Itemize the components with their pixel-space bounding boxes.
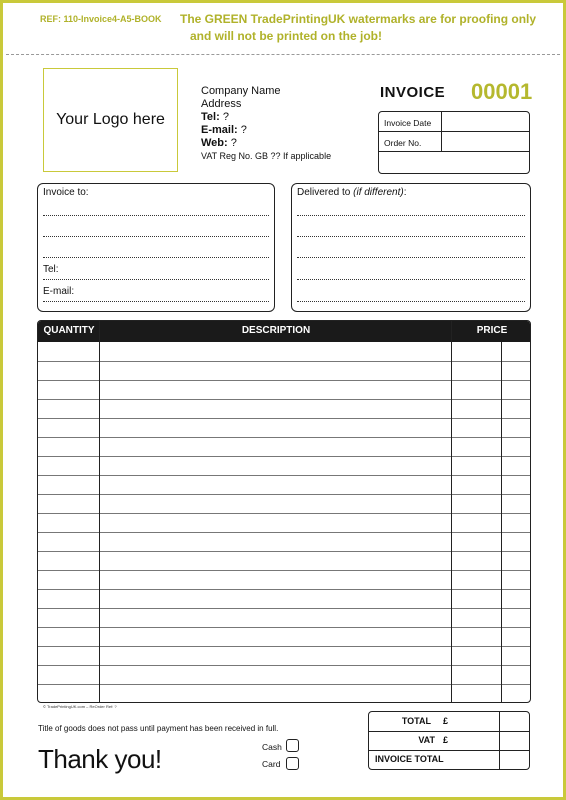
total-currency: £ — [443, 716, 449, 726]
table-row — [38, 532, 531, 533]
company-name: Company Name — [201, 85, 281, 97]
invoice-total-row[interactable] — [369, 750, 529, 769]
ref-code: REF: 110-Invoice4-A5-BOOK — [40, 14, 162, 24]
table-row — [38, 608, 531, 609]
invoice-date-row[interactable] — [379, 112, 529, 132]
table-row — [38, 437, 531, 438]
order-no-label: Order No. — [384, 138, 422, 148]
table-row — [38, 418, 531, 419]
email-label: E-mail: — [201, 124, 238, 136]
company-address: Address — [201, 98, 242, 110]
web-label: Web: — [201, 137, 228, 149]
invoice-date-label: Invoice Date — [384, 118, 432, 128]
col-quantity-header: QUANTITY — [43, 325, 95, 336]
table-row — [38, 494, 531, 495]
vat-row[interactable] — [369, 731, 529, 750]
table-row — [38, 665, 531, 666]
table-row — [38, 456, 531, 457]
total-label: TOTAL — [401, 716, 431, 726]
table-row — [38, 361, 531, 362]
table-row — [38, 627, 531, 628]
tel-value: ? — [222, 111, 229, 123]
invoice-to-email-label: E-mail: — [43, 286, 75, 297]
total-row[interactable] — [369, 712, 529, 731]
company-details — [201, 85, 331, 163]
order-no-row[interactable] — [379, 132, 529, 152]
vat-reg: VAT Reg No. GB ?? If applicable — [201, 151, 332, 161]
logo-placeholder — [43, 68, 178, 172]
invoice-number: 00001 — [471, 79, 533, 104]
vat-currency: £ — [443, 735, 449, 745]
col-description-header: DESCRIPTION — [241, 325, 311, 336]
watermark-notice-line1: The GREEN TradePrintingUK watermarks are for proofing only — [180, 12, 537, 26]
invoice-to-tel-label: Tel: — [43, 264, 59, 275]
table-header — [38, 321, 531, 342]
email-value: ? — [240, 124, 247, 136]
cash-checkbox[interactable] — [286, 739, 299, 752]
web-value: ? — [230, 137, 237, 149]
invoice-title: INVOICE — [380, 84, 446, 101]
invoice-meta-box — [378, 111, 530, 174]
invoice-total-label: INVOICE TOTAL — [375, 754, 444, 764]
totals-box — [368, 711, 530, 770]
table-row — [38, 684, 531, 685]
card-label: Card — [262, 759, 281, 769]
terms-text: Title of goods does not pass until payment has been received in full. — [38, 724, 279, 733]
table-row — [38, 399, 531, 400]
card-checkbox[interactable] — [286, 757, 299, 770]
table-row — [38, 475, 531, 476]
tel-label: Tel: — [201, 111, 220, 123]
cash-label: Cash — [262, 742, 282, 752]
perforation-line — [6, 54, 560, 55]
line-items-table — [37, 320, 531, 703]
watermark-notice-line2: and will not be printed on the job! — [190, 29, 382, 43]
logo-placeholder-text: Your Logo here — [56, 111, 165, 128]
reorder-small-print: © TradePrintingUK.com – ReOrder Ref: ? — [43, 704, 117, 709]
delivered-to-box[interactable] — [291, 183, 531, 312]
proof-banner — [0, 0, 566, 52]
table-row — [38, 589, 531, 590]
table-row — [38, 551, 531, 552]
table-row — [38, 646, 531, 647]
invoice-to-title: Invoice to: — [43, 187, 89, 198]
invoice-to-box[interactable] — [37, 183, 275, 312]
vat-label: VAT — [418, 735, 435, 745]
thank-you-text: Thank you! — [38, 744, 162, 774]
delivered-to-title: Delivered to (if different): — [297, 187, 407, 198]
table-row — [38, 380, 531, 381]
table-row — [38, 570, 531, 571]
table-row — [38, 513, 531, 514]
col-price-header: PRICE — [476, 325, 508, 336]
